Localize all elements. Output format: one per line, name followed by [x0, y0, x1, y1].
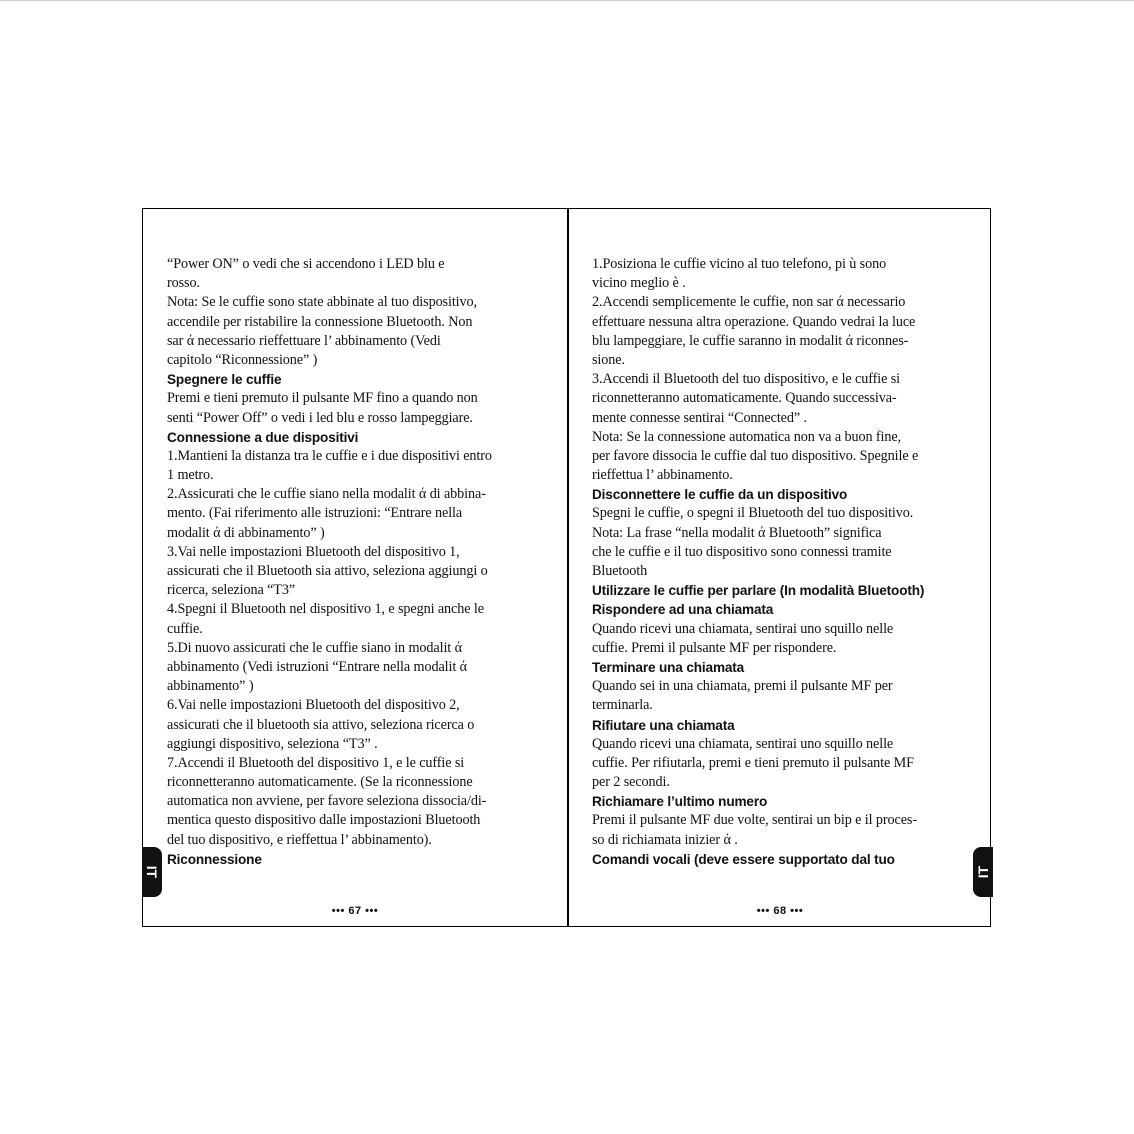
- text-line: vicino meglio è .: [592, 275, 686, 292]
- section-heading: Connessione a due dispositivi: [167, 429, 359, 445]
- text-line: “Power ON” o vedi che si accendono i LED blu e: [167, 256, 445, 272]
- text-line: 1 metro.: [167, 467, 214, 484]
- text-line: Quando sei in una chiamata, premi il pulsante MF per: [592, 678, 893, 695]
- text-line: so di richiamata inizier ά .: [592, 831, 738, 848]
- text-line: sar ά necessario rieffettuare l’ abbinamento (Vedi: [167, 332, 441, 349]
- text-line: abbinamento” ): [167, 678, 254, 695]
- text-line: 2.Assicurati che le cuffie siano nella modalit ά di abbina-: [167, 486, 486, 503]
- text-line: 3.Accendi il Bluetooth del tuo dispositivo, e le cuffie si: [592, 371, 900, 388]
- text-line: aggiungi dispositivo, seleziona “T3” .: [167, 735, 378, 752]
- text-line: 5.Di nuovo assicurati che le cuffie siano in modalit ά: [167, 639, 462, 656]
- section-heading: Riconnessione: [167, 851, 262, 867]
- text-line: abbinamento (Vedi istruzioni “Entrare nella modalit ά: [167, 658, 467, 675]
- text-line: riconnetteranno automaticamente. (Se la riconnessione: [167, 774, 473, 791]
- text-line: rieffettua l’ abbinamento.: [592, 467, 733, 484]
- text-line: ricerca, seleziona “T3”: [167, 582, 296, 599]
- text-line: del tuo dispositivo, e rieffettua l’ abbinamento).: [167, 831, 432, 848]
- text-line: Spegni le cuffie, o spegni il Bluetooth del tuo dispositivo.: [592, 505, 914, 522]
- section-heading: Utilizzare le cuffie per parlare (In modalità Bluetooth): [592, 583, 925, 599]
- section-heading: Terminare una chiamata: [592, 659, 745, 675]
- text-line: 6.Vai nelle impostazioni Bluetooth del dispositivo 2,: [167, 697, 460, 714]
- text-line: Nota: Se le cuffie sono state abbinate al tuo dispositivo,: [167, 294, 477, 311]
- text-line: mento. (Fai riferimento alle istruzioni: “Entrare nella: [167, 505, 463, 522]
- page-number: ••• 67 •••: [331, 905, 379, 917]
- text-line: senti “Power Off” o vedi i led blu e rosso lampeggiare.: [167, 409, 473, 426]
- top-rule: [0, 0, 1134, 1]
- text-line: 1.Mantieni la distanza tra le cuffie e i due dispositivi entro: [167, 447, 492, 464]
- text-line: Nota: La frase “nella modalit ά Bluetooth” significa: [592, 524, 882, 541]
- text-line: automatica non avviene, per favore seleziona dissocia/di-: [167, 793, 487, 810]
- booklet-spread: [142, 208, 991, 927]
- text-line: assicurati che il bluetooth sia attivo, seleziona ricerca o: [167, 716, 475, 733]
- section-heading: Comandi vocali (deve essere supportato dal tuo: [592, 851, 895, 867]
- language-tab-label: IT: [974, 865, 991, 879]
- language-tab: [142, 847, 162, 897]
- language-tab-label: IT: [143, 865, 160, 879]
- text-line: 1.Posiziona le cuffie vicino al tuo telefono, pi ù sono: [592, 256, 887, 272]
- text-line: Quando ricevi una chiamata, sentirai uno squillo nelle: [592, 620, 894, 637]
- text-line: 7.Accendi il Bluetooth del dispositivo 1, e le cuffie si: [167, 754, 465, 771]
- text-line: accendile per ristabilire la connessione Bluetooth. Non: [167, 313, 473, 330]
- text-line: 2.Accendi semplicemente le cuffie, non sar ά necessario: [592, 294, 906, 311]
- text-line: Premi e tieni premuto il pulsante MF fino a quando non: [167, 390, 478, 407]
- page-67: [143, 209, 567, 926]
- text-line: Premi il pulsante MF due volte, sentirai un bip e il proces-: [592, 812, 917, 829]
- right-page-text: [592, 255, 952, 869]
- text-line: per 2 secondi.: [592, 774, 670, 791]
- text-line: Bluetooth: [592, 563, 648, 579]
- left-page-text: [167, 255, 529, 869]
- text-line: cuffie. Premi il pulsante MF per rispondere.: [592, 639, 837, 656]
- text-line: terminarla.: [592, 697, 653, 714]
- text-line: mentica questo dispositivo dalle impostazioni Bluetooth: [167, 812, 481, 829]
- text-line: Quando ricevi una chiamata, sentirai uno squillo nelle: [592, 735, 894, 752]
- text-line: 4.Spegni il Bluetooth nel dispositivo 1, e spegni anche le: [167, 601, 484, 618]
- section-heading: Rispondere ad una chiamata: [592, 602, 774, 618]
- section-heading: Spegnere le cuffie: [167, 372, 282, 388]
- text-line: cuffie.: [167, 620, 203, 637]
- text-line: Nota: Se la connessione automatica non va a buon fine,: [592, 428, 901, 445]
- section-heading: Richiamare l’ultimo numero: [592, 794, 768, 810]
- text-line: che le cuffie e il tuo dispositivo sono connessi tramite: [592, 543, 892, 560]
- text-line: per favore dissocia le cuffie dal tuo dispositivo. Spegnile e: [592, 447, 919, 464]
- text-line: cuffie. Per rifiutarla, premi e tieni premuto il pulsante MF: [592, 754, 914, 771]
- section-heading: Disconnettere le cuffie da un dispositivo: [592, 487, 848, 503]
- text-line: capitolo “Riconnessione” ): [167, 351, 318, 368]
- text-line: modalit ά di abbinamento” ): [167, 524, 325, 541]
- text-line: riconnetteranno automaticamente. Quando successiva-: [592, 390, 897, 407]
- text-line: effettuare nessuna altra operazione. Quando vedrai la luce: [592, 313, 916, 330]
- page-68: [568, 209, 992, 926]
- text-line: assicurati che il Bluetooth sia attivo, seleziona aggiungi o: [167, 563, 488, 579]
- text-line: 3.Vai nelle impostazioni Bluetooth del dispositivo 1,: [167, 543, 460, 560]
- text-line: sione.: [592, 351, 625, 368]
- text-line: mente connesse sentirai “Connected” .: [592, 409, 807, 426]
- text-line: rosso.: [167, 275, 200, 292]
- language-tab: [973, 847, 993, 897]
- section-heading: Rifiutare una chiamata: [592, 717, 735, 733]
- page-number: ••• 68 •••: [756, 905, 804, 917]
- text-line: blu lampeggiare, le cuffie saranno in modalit ά riconnes-: [592, 332, 909, 349]
